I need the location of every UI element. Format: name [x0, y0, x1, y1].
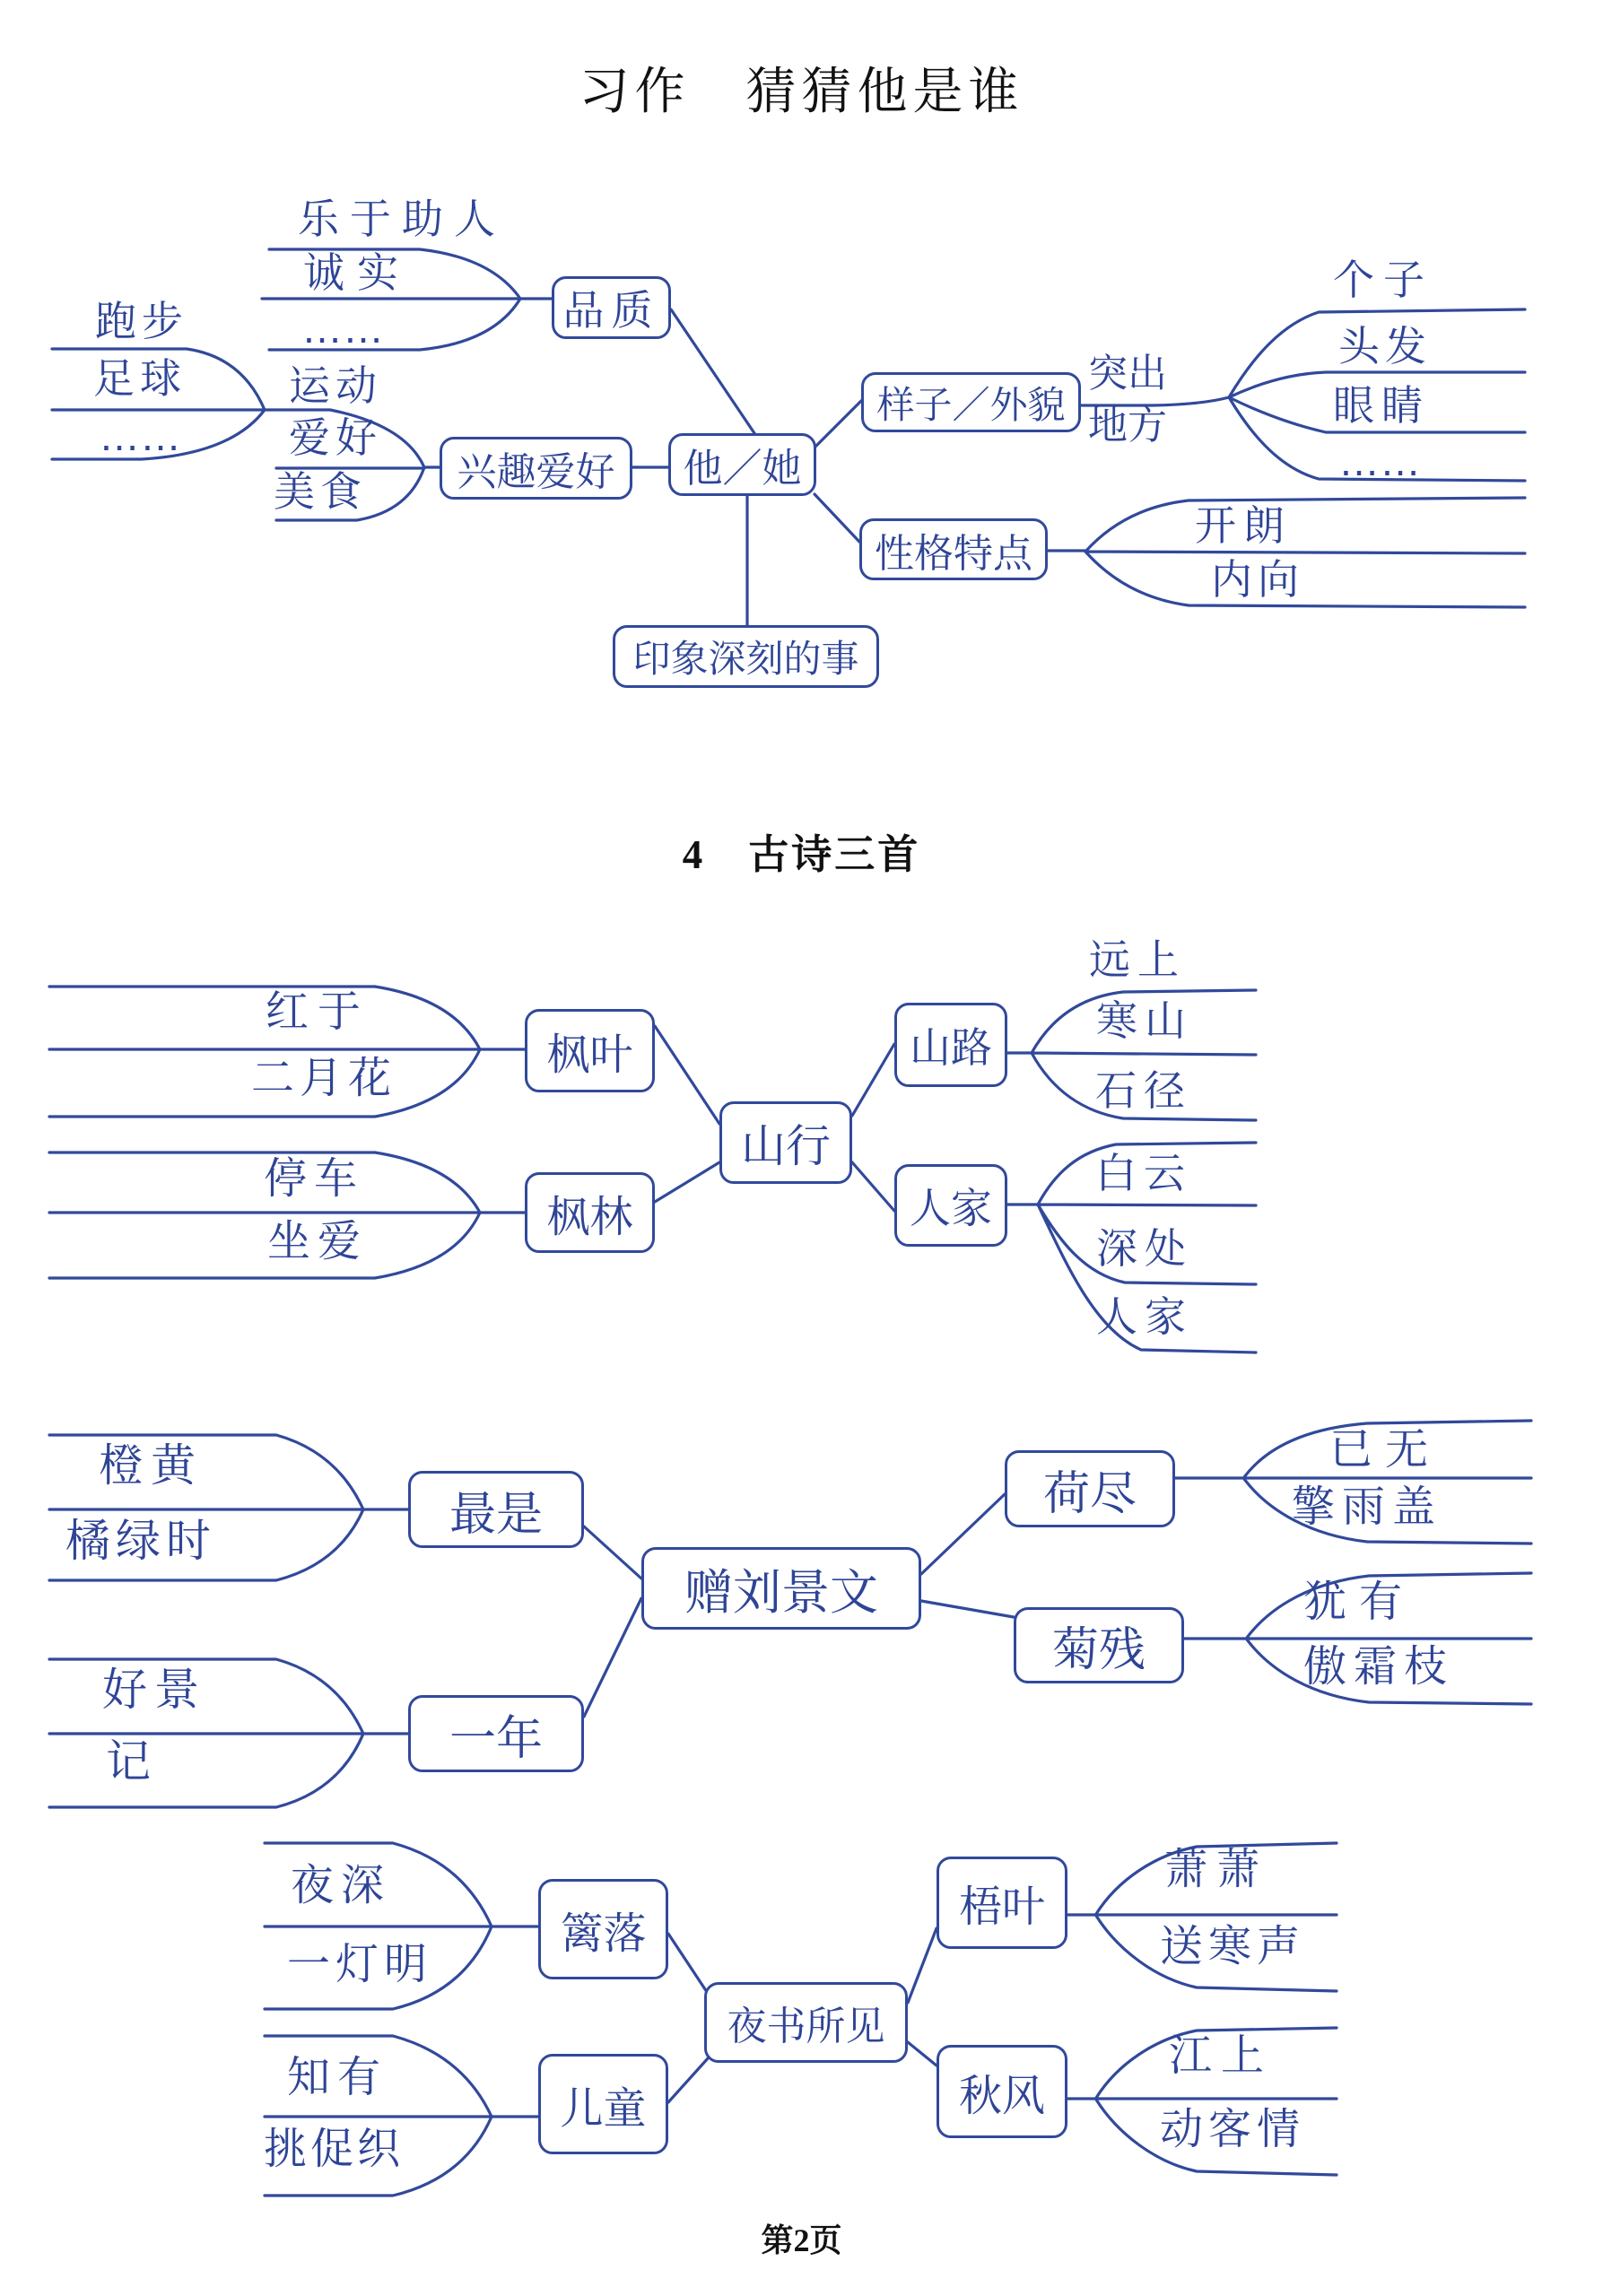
node-personality: 性格特点 — [859, 518, 1048, 580]
leaf-household-text: 人家 — [1096, 1293, 1193, 1340]
leaf-deep-place: 深处 — [1096, 1225, 1193, 1272]
node-children: 儿童 — [538, 2054, 668, 2154]
leaf-hair: 头发 — [1338, 323, 1432, 370]
leaf-send-cold-sound: 送寒声 — [1160, 1923, 1306, 1970]
leaf-running: 跑步 — [95, 298, 188, 344]
leaf-february-flowers: 二月花 — [251, 1055, 397, 1102]
node-chrysanthemum-faded: 菊残 — [1014, 1607, 1184, 1683]
leaf-frost-branch: 傲霜枝 — [1303, 1643, 1455, 1691]
leaf-eyes: 眼睛 — [1333, 382, 1430, 429]
node-quality: 品质 — [552, 276, 671, 339]
leaf-sport: 运动 — [289, 362, 382, 409]
leaf-white-clouds: 白云 — [1095, 1150, 1192, 1196]
page-title: 习作 猜猜他是谁 — [579, 65, 1024, 120]
leaf-no-more: 已无 — [1329, 1426, 1442, 1474]
node-memorable-event: 印象深刻的事 — [613, 625, 879, 688]
leaf-honest: 诚实 — [303, 249, 411, 296]
leaf-remember: 记 — [106, 1736, 151, 1787]
leaf-helpful: 乐于助人 — [298, 196, 506, 242]
node-fence: 篱落 — [538, 1879, 668, 1979]
leaf-ellipsis-quality: …… — [301, 305, 384, 352]
node-wutong-leaves: 梧叶 — [937, 1857, 1067, 1949]
leaf-ellipsis-appearance: …… — [1338, 438, 1421, 484]
leaf-orange-yellow: 橙黄 — [99, 1440, 203, 1491]
leaf-food: 美食 — [274, 468, 367, 515]
node-zuishi: 最是 — [408, 1471, 584, 1548]
leaf-still-have: 犹有 — [1303, 1578, 1416, 1626]
page-number: 第2页 — [761, 2222, 842, 2258]
leaf-cold-mountain: 寒山 — [1096, 997, 1193, 1044]
node-autumn-wind: 秋风 — [937, 2045, 1067, 2138]
section-title: 4 古诗三首 — [682, 832, 921, 877]
leaf-know-there: 知有 — [287, 2054, 388, 2101]
leaf-rustling: 萧萧 — [1164, 1846, 1269, 1893]
leaf-pick-crickets: 挑促织 — [264, 2126, 405, 2173]
leaf-on-river: 江上 — [1169, 2032, 1274, 2080]
leaf-stand-out: 突出 — [1088, 352, 1167, 396]
leaf-ellipsis-sport: …… — [99, 413, 181, 459]
leaf-hobby: 爱好 — [289, 414, 382, 461]
node-household: 人家 — [894, 1164, 1007, 1247]
leaf-rain-canopy: 擎雨盖 — [1292, 1483, 1443, 1531]
leaf-place: 地方 — [1088, 404, 1167, 448]
leaf-stone-path: 石径 — [1095, 1067, 1192, 1114]
leaf-tangerine-green: 橘绿时 — [65, 1516, 216, 1566]
leaf-soccer: 足球 — [93, 355, 187, 402]
leaf-good-scenery: 好景 — [102, 1665, 206, 1715]
leaf-introverted: 内向 — [1211, 556, 1304, 603]
node-appearance: 样子／外貌 — [861, 372, 1081, 432]
node-mountain-road: 山路 — [894, 1003, 1007, 1087]
leaf-stir-traveler-feelings: 动客情 — [1160, 2106, 1306, 2153]
leaf-outgoing: 开朗 — [1195, 502, 1292, 549]
node-maple-forest: 枫林 — [525, 1172, 655, 1253]
node-maple-leaf: 枫叶 — [525, 1009, 655, 1092]
node-zengliujingwen-root: 赠刘景文 — [641, 1547, 921, 1630]
node-yinian: 一年 — [408, 1695, 584, 1772]
leaf-height: 个子 — [1333, 257, 1433, 303]
node-interests: 兴趣爱好 — [440, 437, 632, 500]
node-lotus-gone: 荷尽 — [1005, 1450, 1175, 1527]
node-he-she-root: 他／她 — [668, 433, 816, 496]
node-shanxing-root: 山行 — [719, 1101, 852, 1184]
leaf-far-up: 远上 — [1089, 936, 1186, 983]
leaf-one-lamp: 一灯明 — [287, 1941, 433, 1988]
leaf-stop-cart: 停车 — [264, 1155, 365, 1203]
leaf-late-night: 夜深 — [291, 1862, 392, 1909]
node-yeshusuojian-root: 夜书所见 — [704, 1982, 908, 2063]
leaf-sit-love: 坐爱 — [267, 1218, 369, 1265]
leaf-redder-than: 红于 — [266, 988, 370, 1036]
